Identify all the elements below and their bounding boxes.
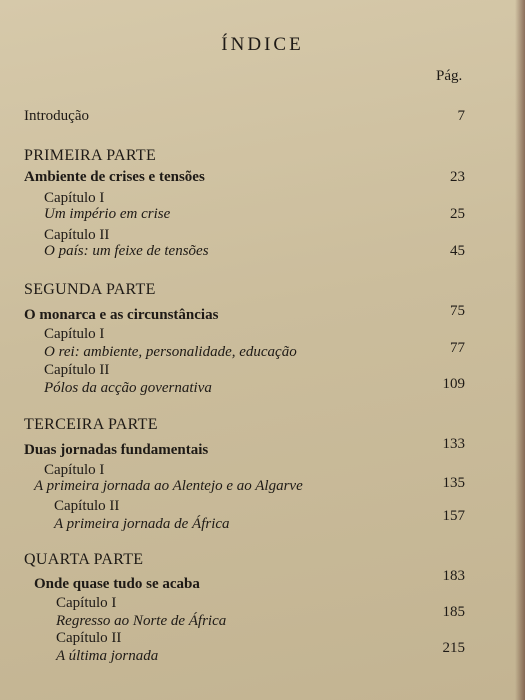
chapter-title: A primeira jornada ao Alentejo e ao Algarve bbox=[34, 478, 303, 494]
chapter-title-row bbox=[0, 241, 525, 261]
chapter-number: Capítulo II bbox=[54, 498, 120, 514]
chapter-page: 45 bbox=[450, 243, 465, 259]
chapter-title: Pólos da acção governativa bbox=[44, 380, 212, 396]
chapter-page: 77 bbox=[450, 340, 465, 356]
section-label: O monarca e as circunstâncias bbox=[24, 307, 219, 323]
chapter-page: 25 bbox=[450, 206, 465, 222]
entry-page: 7 bbox=[457, 108, 465, 124]
chapter-title-row bbox=[0, 476, 525, 496]
chapter-page: 215 bbox=[442, 640, 465, 656]
section-page: 183 bbox=[442, 568, 465, 584]
section-page: 23 bbox=[450, 169, 465, 185]
page-column-header: Pág. bbox=[436, 68, 463, 84]
toc-entry-introduction bbox=[0, 106, 525, 126]
chapter-title: O país: um feixe de tensões bbox=[44, 243, 209, 259]
chapter-title: A última jornada bbox=[56, 648, 159, 664]
chapter-number: Capítulo I bbox=[44, 326, 105, 342]
part-title: TERCEIRA PARTE bbox=[24, 416, 158, 433]
chapter-title: O rei: ambiente, personalidade, educação bbox=[44, 344, 297, 360]
entry-label: Introdução bbox=[24, 108, 89, 124]
chapter-title-row bbox=[0, 204, 525, 224]
chapter-page: 109 bbox=[442, 376, 465, 392]
section-page: 133 bbox=[442, 436, 465, 452]
part-title: QUARTA PARTE bbox=[24, 551, 144, 568]
chapter-number: Capítulo II bbox=[44, 362, 110, 378]
chapter-number: Capítulo II bbox=[44, 227, 110, 243]
chapter-title: Um império em crise bbox=[44, 206, 171, 222]
section-label: Onde quase tudo se acaba bbox=[34, 576, 200, 592]
chapter-number: Capítulo I bbox=[56, 595, 117, 611]
chapter-number-row bbox=[0, 324, 525, 344]
chapter-title-row bbox=[0, 640, 525, 666]
chapter-number: Capítulo I bbox=[44, 190, 105, 206]
chapter-title: Regresso ao Norte de África bbox=[56, 613, 227, 629]
part-title: SEGUNDA PARTE bbox=[24, 281, 156, 298]
section-label: Duas jornadas fundamentais bbox=[24, 442, 209, 458]
section-page: 75 bbox=[450, 303, 465, 319]
chapter-page: 135 bbox=[442, 475, 465, 491]
chapter-title: A primeira jornada de África bbox=[54, 516, 230, 532]
section-label: Ambiente de crises e tensões bbox=[24, 169, 205, 185]
chapter-title-row bbox=[0, 342, 525, 362]
chapter-page: 185 bbox=[442, 604, 465, 620]
chapter-title-row bbox=[0, 378, 525, 398]
chapter-page: 157 bbox=[442, 508, 465, 524]
chapter-number: Capítulo II bbox=[56, 630, 122, 646]
part-title: PRIMEIRA PARTE bbox=[24, 147, 157, 164]
toc-section bbox=[0, 305, 525, 325]
chapter-title-row bbox=[0, 508, 525, 534]
toc-section bbox=[0, 167, 525, 187]
toc-section bbox=[0, 568, 525, 594]
chapter-number: Capítulo I bbox=[44, 462, 105, 478]
toc-section bbox=[0, 436, 525, 460]
page-title: ÍNDICE bbox=[221, 34, 304, 55]
